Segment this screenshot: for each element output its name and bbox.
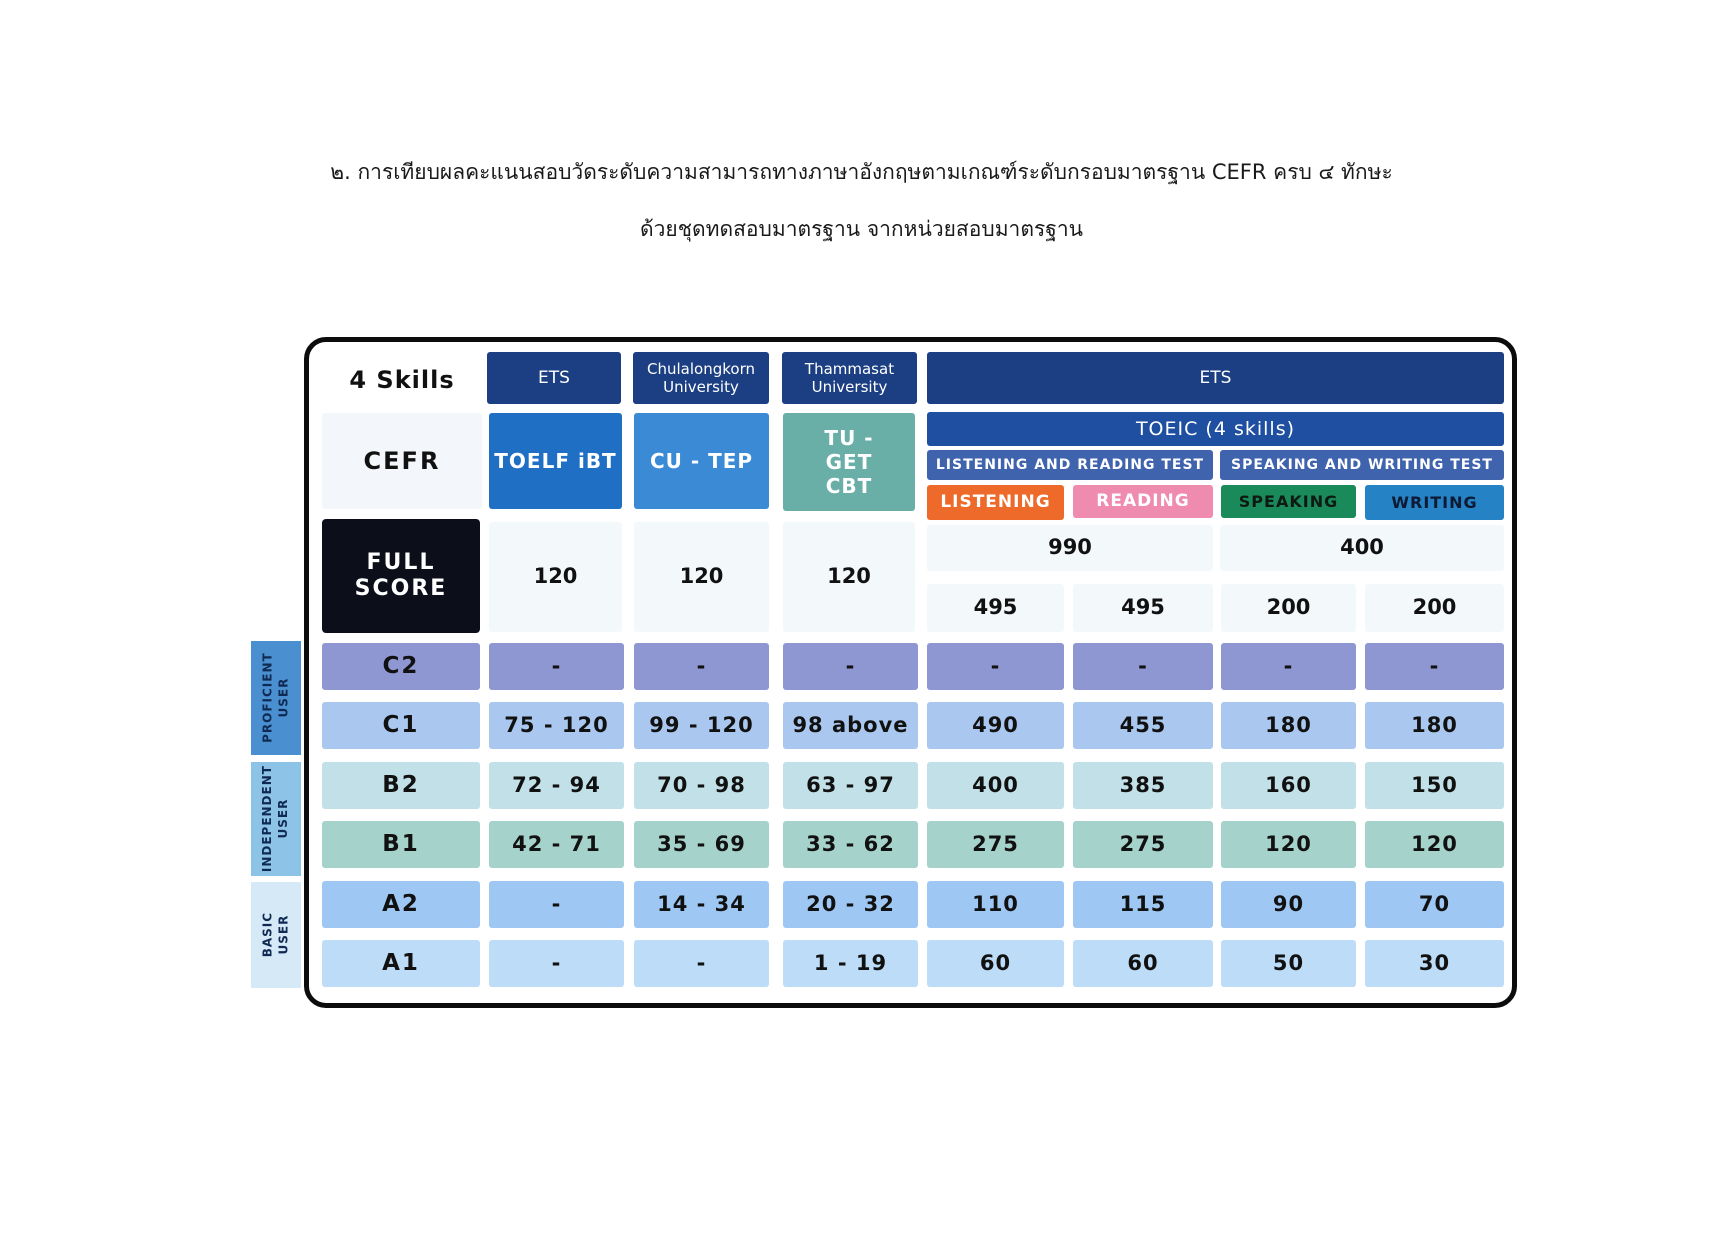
provider-thammasat: Thammasat University — [782, 352, 917, 404]
b2-cutep: 70 - 98 — [634, 762, 769, 809]
level-a1: A1 — [322, 940, 480, 987]
b1-writing: 120 — [1365, 821, 1504, 868]
a1-reading: 60 — [1073, 940, 1213, 987]
test-tu-get-cbt: TU - GET CBT — [783, 413, 915, 511]
a2-cutep: 14 - 34 — [634, 881, 769, 928]
a2-writing: 70 — [1365, 881, 1504, 928]
provider-ets-toefl: ETS — [487, 352, 621, 404]
skill-reading: READING — [1073, 485, 1213, 518]
a1-cutep: - — [634, 940, 769, 987]
a2-reading: 115 — [1073, 881, 1213, 928]
toeic-listening-reading-test: LISTENING AND READING TEST — [927, 450, 1213, 480]
band-basic-label: BASIC USER — [260, 912, 290, 958]
b1-speaking: 120 — [1221, 821, 1356, 868]
a1-writing: 30 — [1365, 940, 1504, 987]
level-c1: C1 — [322, 702, 480, 749]
c2-toefl: - — [489, 643, 624, 690]
a1-tuget: 1 - 19 — [783, 940, 918, 987]
toeic-speaking-writing-test: SPEAKING AND WRITING TEST — [1220, 450, 1504, 480]
skill-writing: WRITING — [1365, 485, 1504, 520]
b2-reading: 385 — [1073, 762, 1213, 809]
full-score-tuget: 120 — [783, 522, 915, 632]
c1-cutep: 99 - 120 — [634, 702, 769, 749]
c1-listening: 490 — [927, 702, 1064, 749]
provider-ets-toeic: ETS — [927, 352, 1504, 404]
b1-cutep: 35 - 69 — [634, 821, 769, 868]
b1-toefl: 42 - 71 — [489, 821, 624, 868]
level-c2: C2 — [322, 643, 480, 690]
band-independent-label: INDEPENDENT USER — [260, 765, 290, 873]
band-proficient-label: PROFICIENT USER — [260, 652, 291, 744]
test-cu-tep: CU - TEP — [634, 413, 769, 509]
a2-toefl: - — [489, 881, 624, 928]
band-basic-user — [251, 882, 301, 988]
full-score-listening: 495 — [927, 584, 1064, 632]
a2-tuget: 20 - 32 — [783, 881, 918, 928]
b2-listening: 400 — [927, 762, 1064, 809]
full-score-cutep: 120 — [634, 522, 769, 632]
full-score-speaking: 200 — [1221, 584, 1356, 632]
a2-speaking: 90 — [1221, 881, 1356, 928]
a2-listening: 110 — [927, 881, 1064, 928]
heading-line-2: ด้วยชุดทดสอบมาตรฐาน จากหน่วยสอบมาตรฐาน — [640, 217, 1083, 241]
c1-reading: 455 — [1073, 702, 1213, 749]
band-proficient-user — [251, 641, 301, 755]
full-score-reading: 495 — [1073, 584, 1213, 632]
band-independent-user — [251, 762, 301, 876]
heading-line-1: ๒. การเทียบผลคะแนนสอบวัดระดับความสามารถทางภาษาอังกฤษตามเกณฑ์ระดับกรอบมาตรฐาน CEFR ครบ ๔ ทักษะ — [330, 160, 1393, 184]
full-score-toefl: 120 — [489, 522, 622, 632]
c2-listening: - — [927, 643, 1064, 690]
c1-tuget: 98 above — [783, 702, 918, 749]
b1-listening: 275 — [927, 821, 1064, 868]
full-score-lr-total: 990 — [927, 525, 1213, 571]
c1-speaking: 180 — [1221, 702, 1356, 749]
c2-speaking: - — [1221, 643, 1356, 690]
b1-reading: 275 — [1073, 821, 1213, 868]
skill-listening: LISTENING — [927, 485, 1064, 520]
c2-writing: - — [1365, 643, 1504, 690]
a1-speaking: 50 — [1221, 940, 1356, 987]
b2-tuget: 63 - 97 — [783, 762, 918, 809]
c2-cutep: - — [634, 643, 769, 690]
b2-speaking: 160 — [1221, 762, 1356, 809]
level-a2: A2 — [322, 881, 480, 928]
full-score-sw-total: 400 — [1220, 525, 1504, 571]
test-toefl-ibt: TOELF iBT — [489, 413, 622, 509]
cefr-label: CEFR — [322, 413, 482, 509]
a1-toefl: - — [489, 940, 624, 987]
a1-listening: 60 — [927, 940, 1064, 987]
b2-toefl: 72 - 94 — [489, 762, 624, 809]
c1-toefl: 75 - 120 — [489, 702, 624, 749]
full-score-label: FULL SCORE — [322, 519, 480, 633]
level-b2: B2 — [322, 762, 480, 809]
provider-chulalongkorn: Chulalongkorn University — [633, 352, 769, 404]
c2-reading: - — [1073, 643, 1213, 690]
skill-speaking: SPEAKING — [1221, 485, 1356, 518]
full-score-writing: 200 — [1365, 584, 1504, 632]
test-toeic-4-skills: TOEIC (4 skills) — [927, 412, 1504, 446]
b2-writing: 150 — [1365, 762, 1504, 809]
level-b1: B1 — [322, 821, 480, 868]
four-skills-label: 4 Skills — [349, 365, 455, 394]
c1-writing: 180 — [1365, 702, 1504, 749]
c2-tuget: - — [783, 643, 918, 690]
b1-tuget: 33 - 62 — [783, 821, 918, 868]
